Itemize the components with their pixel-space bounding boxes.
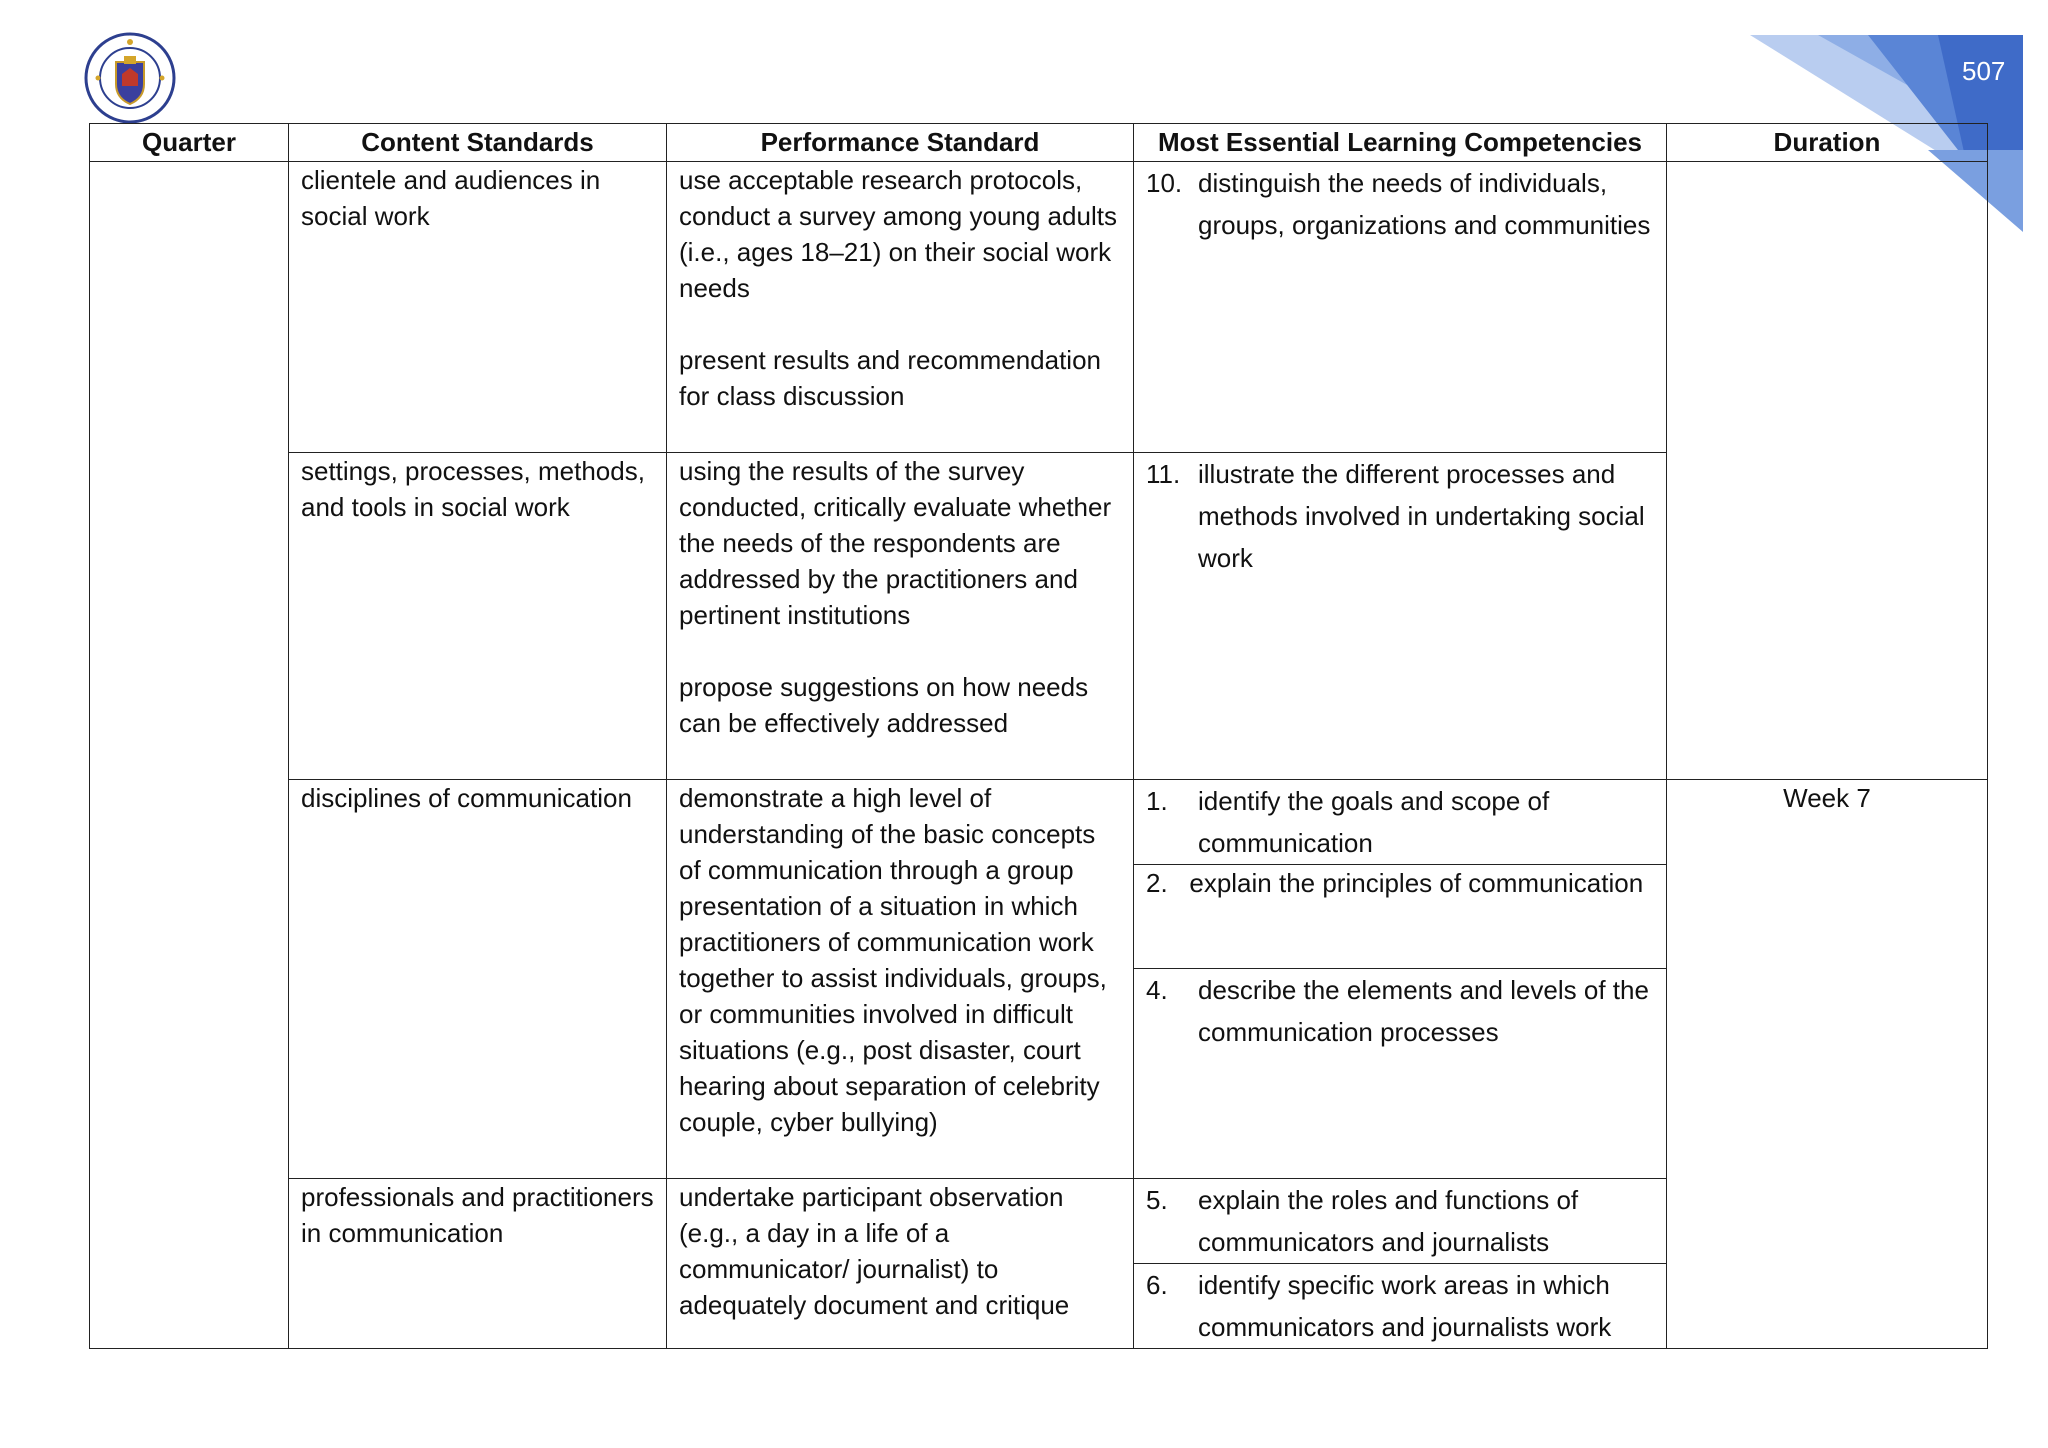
performance-standard-cell <box>667 1179 1134 1349</box>
competency-cell <box>1134 780 1667 865</box>
header-duration: Duration <box>1667 124 1988 162</box>
performance-text: undertake participant observation (e.g., a day in a life of a communicator/ journalist) to adequately document and critique <box>679 1182 1070 1320</box>
header-performance-standard: Performance Standard <box>667 124 1134 162</box>
competency-text: identify specific work areas in which communicators and journalists work <box>1198 1270 1612 1342</box>
performance-standard-cell <box>667 453 1134 780</box>
competency-number: 5. <box>1146 1185 1168 1215</box>
competency-cell <box>1134 1264 1667 1349</box>
competency-number: 11. <box>1146 459 1181 489</box>
competency-text: distinguish the needs of individuals, groups, organizations and communities <box>1198 168 1651 240</box>
duration-cell-empty <box>1667 162 1988 780</box>
competency-item <box>1146 1179 1654 1263</box>
competency-text: describe the elements and levels of the communication processes <box>1198 975 1649 1047</box>
competency-number: 6. <box>1146 1270 1168 1300</box>
competency-cell <box>1134 453 1667 780</box>
duration-cell: Week 7 <box>1667 780 1988 1349</box>
performance-standard-cell <box>667 780 1134 1179</box>
competency-item <box>1146 780 1654 864</box>
competency-item <box>1146 162 1654 246</box>
performance-standard-cell <box>667 162 1134 453</box>
competency-text: identify the goals and scope of communication <box>1198 786 1550 858</box>
table-header-row <box>90 124 1988 162</box>
competency-text: explain the roles and functions of communicators and journalists <box>1198 1185 1579 1257</box>
competency-number: 4. <box>1146 975 1168 1005</box>
table-row <box>90 162 1988 453</box>
competency-cell <box>1134 969 1667 1179</box>
performance-text: propose suggestions on how needs can be effectively addressed <box>679 672 1089 738</box>
table-row <box>90 780 1988 865</box>
competency-item <box>1146 453 1654 579</box>
competency-cell <box>1134 1179 1667 1264</box>
content-standard-cell: settings, processes, methods, and tools in social work <box>289 453 667 780</box>
content-standard-cell: professionals and practitioners in communication <box>289 1179 667 1349</box>
curriculum-table <box>89 123 1988 1349</box>
content-standard-cell: disciplines of communication <box>289 780 667 1179</box>
deped-seal-icon <box>84 32 176 124</box>
header-quarter: Quarter <box>90 124 289 162</box>
header-content-standards: Content Standards <box>289 124 667 162</box>
competency-cell <box>1134 162 1667 453</box>
competency-number: 2. <box>1146 868 1168 898</box>
competency-cell <box>1134 865 1667 969</box>
performance-text: using the results of the survey conducted, critically evaluate whether the needs of the respondents are addressed by the practitioners and pertinent institutions <box>679 456 1112 630</box>
performance-text: present results and recommendation for class discussion <box>679 345 1102 411</box>
competency-text: explain the principles of communication <box>1189 868 1644 898</box>
quarter-cell <box>90 162 289 1349</box>
content-standard-cell: clientele and audiences in social work <box>289 162 667 453</box>
competency-item <box>1146 1264 1654 1348</box>
competency-number: 1. <box>1146 786 1168 816</box>
performance-text: demonstrate a high level of understanding of the basic concepts of communication through a group presentation of a situation in which practitioners of communication work together to assist individuals, groups, or communities involved in difficult situations (e.g., post disaster, court hearing about separation of celebrity couple, cyber bullying) <box>679 783 1107 1137</box>
performance-text: use acceptable research protocols, conduct a survey among young adults (i.e., ages 18–21) on their social work needs <box>679 165 1117 303</box>
competency-item <box>1146 969 1654 1053</box>
header-competencies: Most Essential Learning Competencies <box>1134 124 1667 162</box>
page-number: 507 <box>1962 56 2006 86</box>
competency-item <box>1146 865 1654 901</box>
competency-number: 10. <box>1146 168 1183 198</box>
competency-text: illustrate the different processes and methods involved in undertaking social work <box>1198 459 1645 573</box>
